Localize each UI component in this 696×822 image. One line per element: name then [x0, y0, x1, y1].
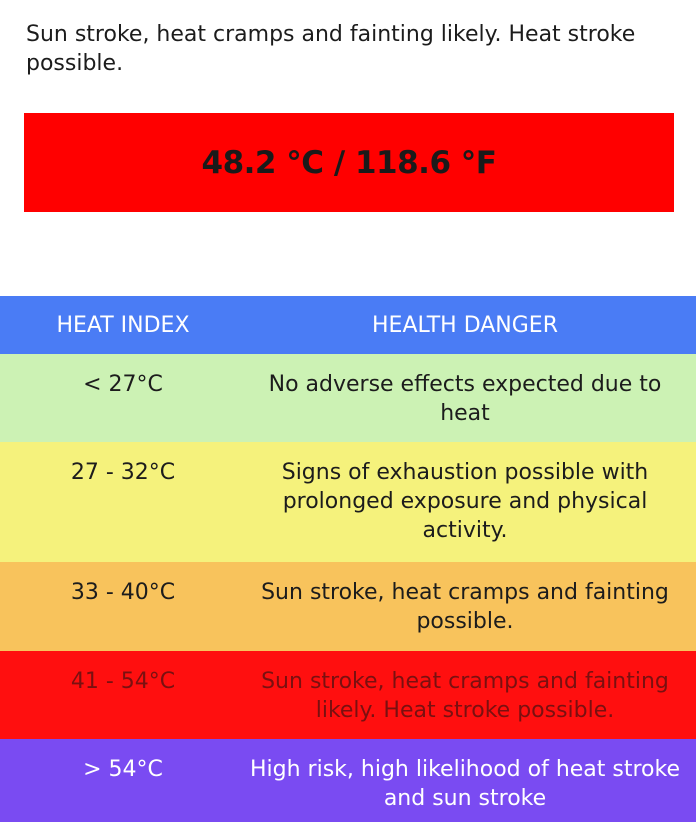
table-header-row [0, 296, 696, 354]
row-health-danger: Signs of exhaustion possible with prolonged exposure and physical activity. [281, 460, 649, 543]
current-reading-box [24, 113, 674, 212]
status-message: Sun stroke, heat cramps and fainting likely. Heat stroke possible. [26, 22, 636, 76]
row-health-danger: High risk, high likelihood of heat stroke and sun stroke [250, 757, 680, 811]
heat-index-table [0, 296, 696, 822]
header-health-danger: HEALTH DANGER [372, 313, 558, 338]
row-health-danger: Sun stroke, heat cramps and fainting likely. Heat stroke possible. [261, 669, 669, 723]
row-heat-range: < 27°C [83, 372, 163, 397]
table-row [0, 562, 696, 651]
row-health-danger: No adverse effects expected due to heat [268, 372, 662, 426]
row-heat-range: 33 - 40°C [70, 580, 176, 605]
current-reading-value: 48.2 °C / 118.6 °F [201, 144, 497, 181]
header-heat-index: HEAT INDEX [56, 313, 190, 338]
table-row [0, 354, 696, 442]
row-heat-range: 41 - 54°C [70, 669, 176, 694]
table-row [0, 651, 696, 739]
table-row [0, 442, 696, 562]
table-row [0, 739, 696, 822]
row-health-danger: Sun stroke, heat cramps and fainting possible. [261, 580, 669, 634]
row-heat-range: 27 - 32°C [70, 460, 176, 485]
row-heat-range: > 54°C [83, 757, 163, 782]
